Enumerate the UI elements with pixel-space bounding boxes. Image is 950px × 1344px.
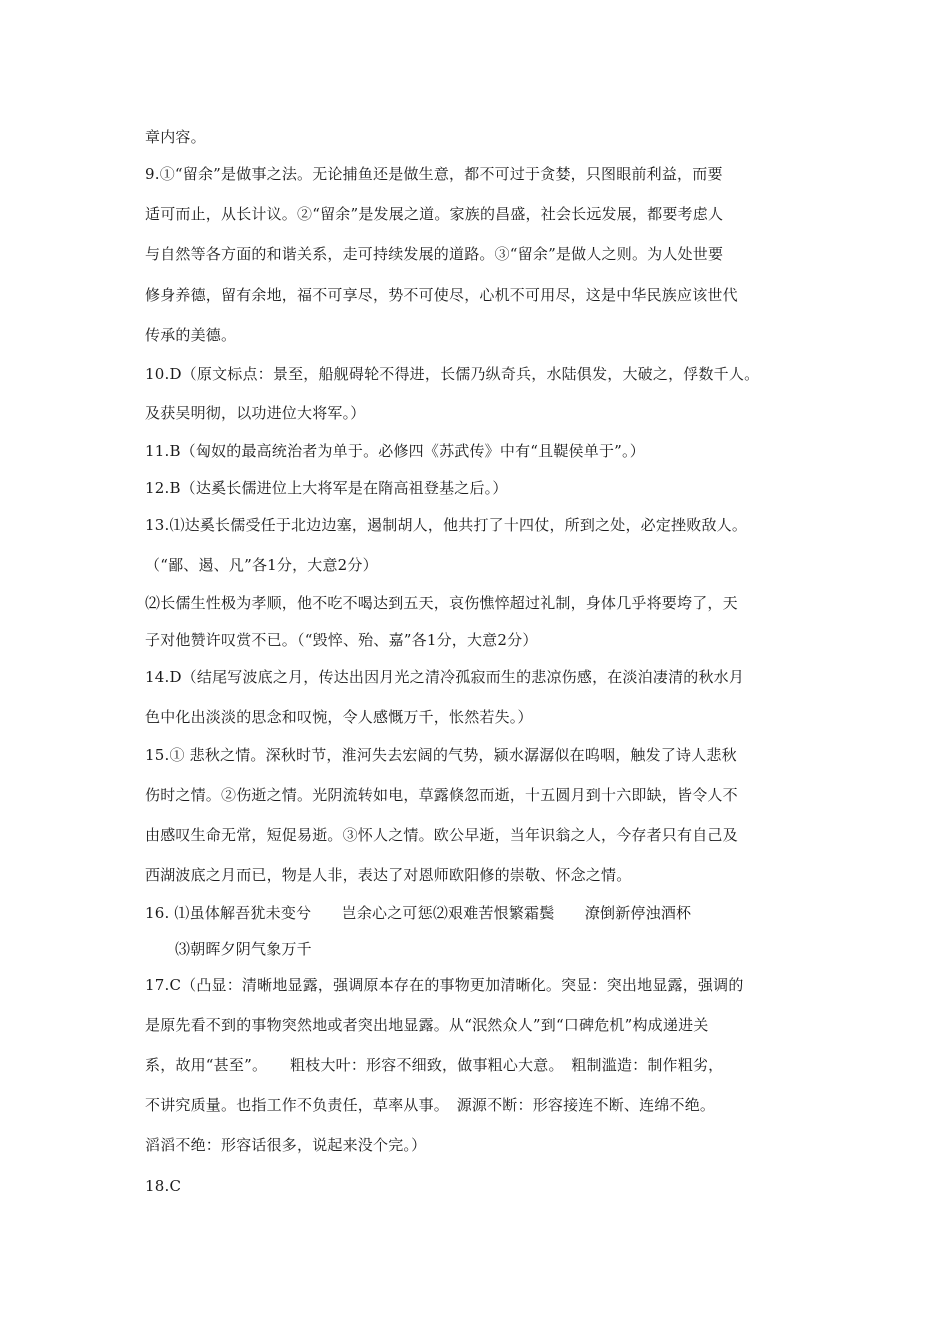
answer-18: 18.C	[145, 1177, 182, 1195]
answer-14-line-1: 14.D（结尾写波底之月，传达出因月光之清冷孤寂而生的悲凉伤感，在淡泊凄清的秋水月	[145, 668, 745, 686]
answer-11: 11.B（匈奴的最高统治者为单于。必修四《苏武传》中有“且鞮侯单于”。）	[145, 442, 645, 460]
answer-9-line-3: 与自然等各方面的和谐关系，走可持续发展的道路。③“留余”是做人之则。为人处世要	[145, 245, 724, 263]
answer-17-line-5: 滔滔不绝：形容话很多，说起来没个完。）	[145, 1136, 427, 1154]
answer-12: 12.B（达奚长儒进位上大将军是在隋高祖登基之后。）	[145, 479, 508, 497]
answer-9-line-2: 适可而止，从长计议。②“留余”是发展之道。家族的昌盛，社会长远发展，都要考虑人	[145, 205, 724, 223]
answer-13-line-1: 13.⑴达奚长儒受任于北边边塞，遏制胡人，他共打了十四仗，所到之处，必定挫败敌人。	[145, 516, 748, 534]
answer-17-line-1: 17.C（凸显：清晰地显露，强调原本存在的事物更加清晰化。突显：突出地显露，强调的	[145, 976, 744, 994]
answer-13-line-3: ⑵长儒生性极为孝顺，他不吃不喝达到五天，哀伤憔悴超过礼制，身体几乎将要垮了，天	[145, 594, 738, 612]
answer-14-line-2: 色中化出淡淡的思念和叹惋，令人感慨万千，怅然若失。）	[145, 708, 533, 726]
answer-15-line-3: 由感叹生命无常，短促易逝。③怀人之情。欧公早逝，当年识翁之人，今存者只有自己及	[145, 826, 738, 844]
answer-16-line-1: 16. ⑴虽体解吾犹未变兮 岂余心之可惩⑵艰难苦恨繁霜鬓 潦倒新停浊酒杯	[145, 904, 692, 922]
answer-15-line-4: 西湖波底之月而已，物是人非，表达了对恩师欧阳修的崇敬、怀念之情。	[145, 866, 632, 884]
answer-13-line-2: （“鄙、遏、凡”各1分，大意2分）	[145, 556, 378, 574]
text-line-continuation: 章内容。	[145, 128, 206, 146]
answer-10-line-2: 及获吴明彻，以功进位大将军。）	[145, 404, 366, 422]
answer-9-line-4: 修身养德，留有余地，福不可享尽，势不可使尽，心机不可用尽，这是中华民族应该世代	[145, 286, 738, 304]
answer-13-line-4: 子对他赞许叹赏不已。（“毁悴、殆、嘉”各1分，大意2分）	[145, 631, 538, 649]
answer-9-line-1: 9.①“留余”是做事之法。无论捕鱼还是做生意，都不可过于贪婪，只图眼前利益，而要	[145, 165, 723, 183]
answer-16-line-2: ⑶朝晖夕阴气象万千	[175, 940, 312, 958]
answer-17-line-3: 系，故用“甚至”。 粗枝大叶：形容不细致，做事粗心大意。 粗制滥造：制作粗劣，	[145, 1056, 724, 1074]
answer-15-line-2: 伤时之情。②伤逝之情。光阴流转如电，草露倏忽而逝，十五圆月到十六即缺，皆令人不	[145, 786, 738, 804]
answer-15-line-1: 15.① 悲秋之情。深秋时节，淮河失去宏阔的气势，颍水潺潺似在呜咽，触发了诗人悲秋	[145, 746, 737, 764]
answer-17-line-2: 是原先看不到的事物突然地或者突出地显露。从“泯然众人”到“口碑危机”构成递进关	[145, 1016, 709, 1034]
answer-10-line-1: 10.D（原文标点：景至，船舰碍轮不得进，长儒乃纵奇兵，水陆俱发，大破之，俘数千人。	[145, 365, 760, 383]
answer-9-line-5: 传承的美德。	[145, 326, 237, 344]
answer-17-line-4: 不讲究质量。也指工作不负责任，草率从事。 源源不断：形容接连不断、连绵不绝。	[145, 1096, 716, 1114]
